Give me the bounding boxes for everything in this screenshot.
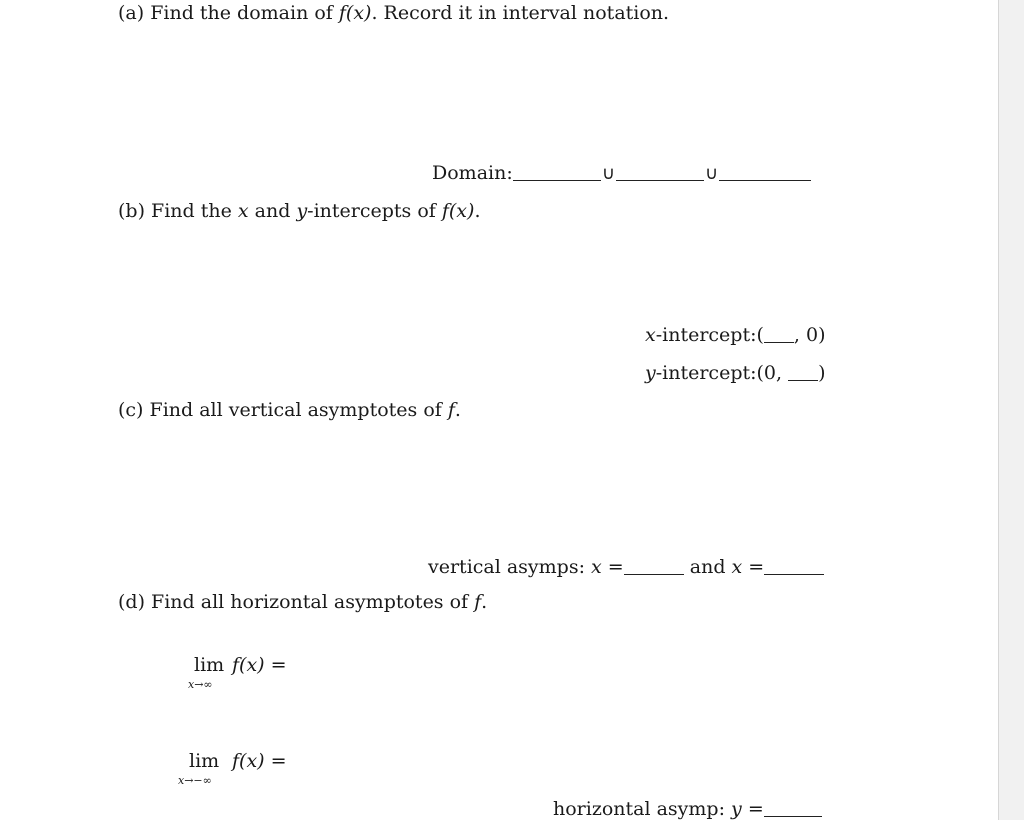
part-b-question <box>118 202 480 221</box>
part-b-y: y <box>296 200 308 222</box>
part-c-question <box>118 401 461 420</box>
lim-expr-pos: f(x) = <box>232 654 287 676</box>
part-a-text-1: Find the domain of <box>150 2 339 24</box>
union-symbol-2: ∪ <box>704 163 719 184</box>
lim-expr-neg: f(x) = <box>232 750 287 772</box>
part-b-text-2: and <box>248 200 297 222</box>
part-b-text-3: -intercepts of <box>307 200 442 222</box>
y-intercept-var: y <box>645 362 656 384</box>
part-c-prefix: (c) <box>118 399 144 421</box>
x-intercept-var: x <box>645 324 656 346</box>
vertical-asymp-and: and <box>683 556 732 578</box>
part-d-question <box>118 593 487 612</box>
horizontal-asymp-blank[interactable] <box>764 815 822 817</box>
part-a-prefix: (a) <box>118 2 145 24</box>
lim-word-neg: lim <box>189 750 220 772</box>
domain-blank-3[interactable] <box>719 179 811 181</box>
horizontal-asymp-label: horizontal asymp: <box>553 798 732 820</box>
vertical-asymptote-answer <box>428 558 824 577</box>
part-b-text-4: . <box>474 200 481 222</box>
y-intercept-answer <box>645 364 826 383</box>
part-b-x: x <box>237 200 249 222</box>
vertical-scrollbar[interactable] <box>998 0 1024 820</box>
x-intercept-blank[interactable] <box>764 341 794 343</box>
domain-blank-2[interactable] <box>616 179 704 181</box>
lim-sub-neg: x→−∞ <box>178 774 212 787</box>
part-b-text-1: Find the <box>151 200 238 222</box>
lim-word-pos: lim <box>194 654 225 676</box>
part-a-fx: f(x) <box>338 2 372 24</box>
domain-blank-1[interactable] <box>513 179 601 181</box>
y-intercept-blank[interactable] <box>788 379 818 381</box>
part-a-text-2: . Record it in interval notation. <box>371 2 670 24</box>
domain-answer-line <box>432 164 811 183</box>
y-intercept-tail: ) <box>818 362 826 384</box>
x-intercept-label: -intercept:( <box>655 324 764 346</box>
vertical-asymp-eq-1: x = <box>591 556 624 578</box>
horizontal-asymp-eq: y = <box>731 798 764 820</box>
part-b-prefix: (b) <box>118 200 145 222</box>
domain-label: Domain: <box>432 162 513 184</box>
horizontal-asymptote-answer <box>553 800 822 819</box>
vertical-asymp-label: vertical asymps: <box>428 556 592 578</box>
part-d-f: f <box>474 591 482 613</box>
lim-sub-pos: x→∞ <box>188 678 213 691</box>
union-symbol-1: ∪ <box>601 163 615 184</box>
vertical-asymp-blank-2[interactable] <box>764 573 824 575</box>
part-d-prefix: (d) <box>118 591 145 613</box>
part-d-text-1: Find all horizontal asymptotes of <box>151 591 475 613</box>
part-d-text-2: . <box>481 591 488 613</box>
vertical-asymp-eq-2: x = <box>731 556 765 578</box>
part-b-fx: f(x) <box>441 200 475 222</box>
part-c-f: f <box>447 399 455 421</box>
part-c-text-2: . <box>454 399 461 421</box>
vertical-asymp-blank-1[interactable] <box>624 573 684 575</box>
part-a-question <box>118 4 669 23</box>
part-c-text-1: Find all vertical asymptotes of <box>149 399 448 421</box>
y-intercept-label: -intercept:(0, <box>655 362 789 384</box>
x-intercept-tail: , 0) <box>793 324 826 346</box>
x-intercept-answer <box>645 326 826 345</box>
